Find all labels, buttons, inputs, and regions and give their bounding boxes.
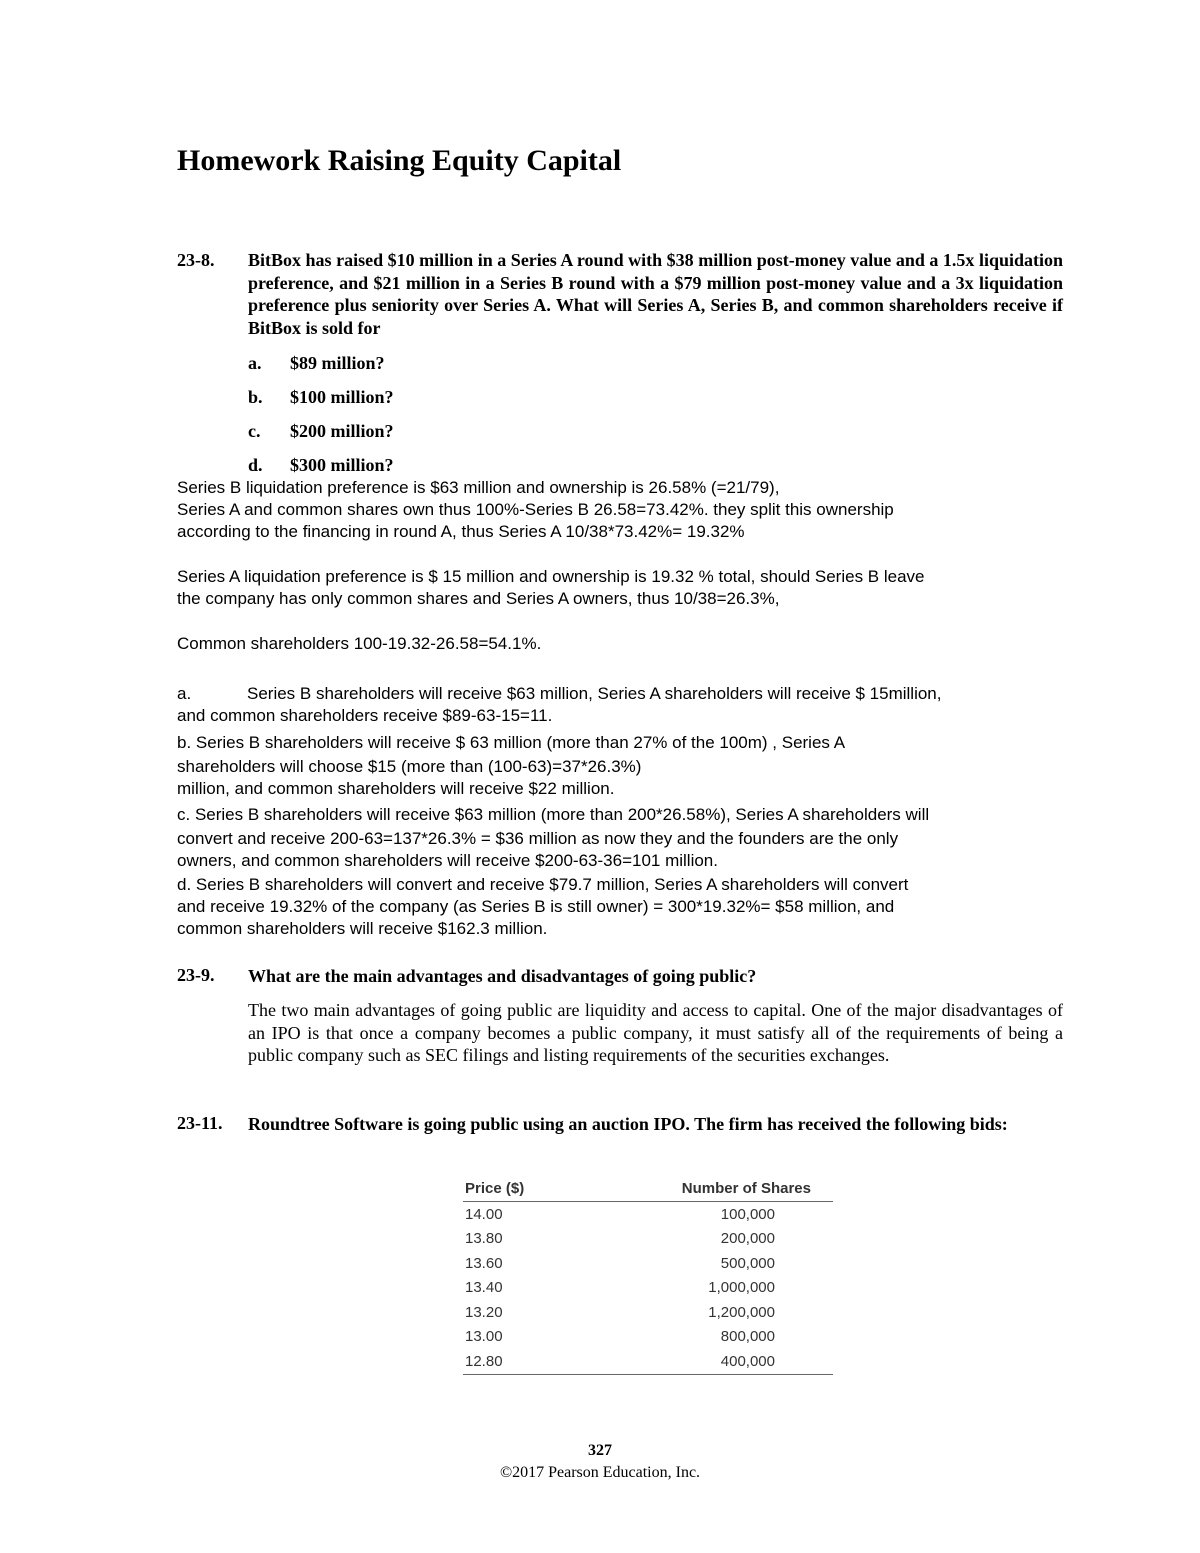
table-row bbox=[463, 1325, 833, 1350]
shares-cell: 800,000 bbox=[720, 1328, 775, 1346]
answer-b-line: million, and common shareholders will receive $22 million. bbox=[177, 779, 615, 798]
shares-cell: 200,000 bbox=[720, 1230, 775, 1248]
answer-line: Series A and common shares own thus 100%-Series B 26.58=73.42%. they split this ownership bbox=[177, 500, 894, 519]
question-text-23-11: Roundtree Software is going public using an auction IPO. The firm has received the following bids: bbox=[248, 1114, 1008, 1134]
answer-line: the company has only common shares and Series A owners, thus 10/38=26.3%, bbox=[177, 589, 780, 608]
column-header-price: Price ($) bbox=[463, 1176, 571, 1202]
question-text-23-9: What are the main advantages and disadvantages of going public? bbox=[248, 966, 757, 986]
answer-d-line: common shareholders will receive $162.3 million. bbox=[177, 919, 548, 938]
option-letter-d: d. bbox=[248, 455, 263, 475]
answer-line: according to the financing in round A, thus Series A 10/38*73.42%= 19.32% bbox=[177, 522, 745, 541]
answer-b-line: b. Series B shareholders will receive $ 63 million (more than 27% of the 100m) , Series A bbox=[177, 733, 846, 752]
option-letter-a: a. bbox=[248, 353, 262, 373]
answer-c-line: convert and receive 200-63=137*26.3% = $36 million as now they and the founders are the only bbox=[177, 829, 899, 848]
copyright-notice: ©2017 Pearson Education, Inc. bbox=[499, 1464, 701, 1481]
bids-table bbox=[463, 1176, 833, 1375]
option-text-c: $200 million? bbox=[290, 421, 394, 441]
answer-line: Series A liquidation preference is $ 15 million and ownership is 19.32 % total, should Series B leave bbox=[177, 567, 925, 586]
shares-cell: 500,000 bbox=[720, 1254, 775, 1272]
question-number-23-11: 23-11. bbox=[177, 1113, 223, 1133]
answer-a-prefix: a. bbox=[177, 684, 192, 703]
column-header-shares: Number of Shares bbox=[571, 1176, 833, 1202]
option-text-a: $89 million? bbox=[290, 353, 385, 373]
answer-b-line: shareholders will choose $15 (more than (100-63)=37*26.3%) bbox=[177, 757, 642, 776]
answer-a-line bbox=[177, 683, 942, 706]
shares-cell: 1,200,000 bbox=[708, 1303, 775, 1321]
table-row bbox=[463, 1202, 833, 1227]
option-text-b: $100 million? bbox=[290, 387, 394, 407]
answer-d-line: d. Series B shareholders will convert and receive $79.7 million, Series A shareholders will convert bbox=[177, 875, 909, 894]
shares-cell: 400,000 bbox=[571, 1349, 833, 1374]
answer-c-line: c. Series B shareholders will receive $63 million (more than 200*26.58%), Series A shareholders will bbox=[177, 805, 930, 824]
price-cell: 13.60 bbox=[465, 1254, 503, 1272]
table-row bbox=[463, 1227, 833, 1252]
price-cell: 13.20 bbox=[465, 1303, 503, 1321]
table-row bbox=[463, 1276, 833, 1301]
price-cell: 13.00 bbox=[465, 1328, 503, 1346]
page-title: Homework Raising Equity Capital bbox=[177, 144, 622, 177]
answer-a-line: and common shareholders receive $89-63-15=11. bbox=[177, 706, 553, 725]
price-cell: 12.80 bbox=[463, 1349, 571, 1374]
table-header-row bbox=[463, 1176, 833, 1202]
answer-line: Series B liquidation preference is $63 million and ownership is 26.58% (=21/79), bbox=[177, 478, 780, 497]
table-row bbox=[463, 1349, 833, 1374]
question-text-23-8: BitBox has raised $10 million in a Series A round with $38 million post-money value and a 1.5x liquidation preference, and $21 million in a Series B round with a $79 million post-money value and a 3x liquidation preference plus seniority over Series A. What will Series A, Series B, and common shareholders receive if BitBox is sold for bbox=[248, 250, 1063, 338]
question-number-23-9: 23-9. bbox=[177, 965, 215, 985]
price-cell: 14.00 bbox=[465, 1205, 503, 1223]
page-number: 327 bbox=[588, 1442, 612, 1459]
answer-23-9: The two main advantages of going public are liquidity and access to capital. One of the major disadvantages of an IPO is that once a company becomes a public company, it must satisfy all of the requirements of being a public company such as SEC filings and listing requirements of the securities exchanges. bbox=[248, 1000, 1063, 1065]
option-letter-c: c. bbox=[248, 421, 261, 441]
answer-d-line: and receive 19.32% of the company (as Series B is still owner) = 300*19.32%= $58 million, and bbox=[177, 897, 895, 916]
answer-a-text: Series B shareholders will receive $63 million, Series A shareholders will receive $ 15million, bbox=[247, 684, 942, 703]
option-text-d: $300 million? bbox=[290, 455, 394, 475]
price-cell: 13.80 bbox=[465, 1230, 503, 1248]
shares-cell: 100,000 bbox=[720, 1205, 775, 1223]
option-letter-b: b. bbox=[248, 387, 263, 407]
price-cell: 13.40 bbox=[465, 1279, 503, 1297]
question-number-23-8: 23-8. bbox=[177, 250, 215, 270]
shares-cell: 1,000,000 bbox=[708, 1279, 775, 1297]
answer-c-line: owners, and common shareholders will receive $200-63-36=101 million. bbox=[177, 851, 718, 870]
answer-line: Common shareholders 100-19.32-26.58=54.1%. bbox=[177, 634, 542, 653]
table-row bbox=[463, 1300, 833, 1325]
table-row bbox=[463, 1251, 833, 1276]
